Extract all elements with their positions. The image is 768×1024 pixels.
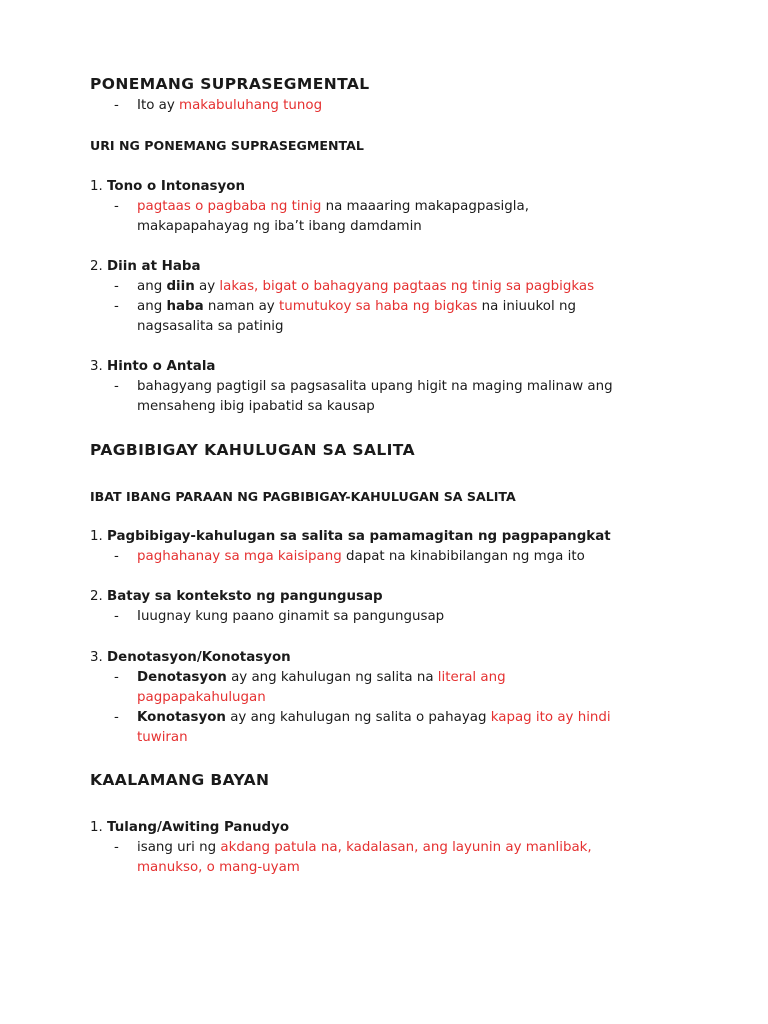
text-span: ay ang kahulugan ng salita o pahayag — [225, 710, 491, 725]
bullet-text-continued: pagpapakahulugan — [137, 690, 266, 705]
bullet-text — [137, 297, 576, 317]
section-heading: PAGBIBIGAY KAHULUGAN SA SALITA — [90, 441, 415, 459]
highlight-span: pagtaas o pagbaba ng tinig — [137, 199, 322, 214]
text-span: isang uri ng — [137, 840, 221, 855]
item-number: 1. — [90, 529, 108, 544]
numbered-item — [90, 177, 245, 197]
bullet-text-continued: nagsasalita sa patinig — [137, 319, 284, 334]
numbered-item — [90, 818, 289, 838]
bullet-dash: - — [114, 549, 119, 564]
subheading: URI NG PONEMANG SUPRASEGMENTAL — [90, 138, 364, 153]
bullet-text-continued: mensaheng ibig ipabatid sa kausap — [137, 399, 375, 414]
item-number: 3. — [90, 650, 108, 665]
bullet-text — [137, 668, 506, 688]
bullet-dash: - — [114, 98, 119, 113]
bullet-dash: - — [114, 670, 119, 685]
bullet-text — [137, 96, 322, 116]
bold-term: diin — [166, 279, 195, 294]
text-span: dapat na kinabibilangan ng mga ito — [341, 549, 585, 564]
bold-term: Denotasyon — [137, 670, 227, 685]
text-span: na maaaring makapagpasigla, — [321, 199, 529, 214]
numbered-item — [90, 357, 215, 377]
text-span: naman ay — [203, 299, 279, 314]
item-title: Pagbibigay-kahulugan sa salita sa pamamagitan ng pagpapangkat — [107, 529, 611, 544]
bold-term: Konotasyon — [137, 710, 226, 725]
numbered-item — [90, 257, 201, 277]
highlight-span: lakas, bigat o bahagyang pagtaas ng tinig sa pagbigkas — [219, 279, 595, 294]
bullet-dash: - — [114, 609, 119, 624]
highlight-span: kapag ito ay hindi — [490, 710, 611, 725]
bullet-dash: - — [114, 199, 119, 214]
text-span: ay ang kahulugan ng salita na — [226, 670, 438, 685]
bullet-text — [137, 197, 529, 217]
bullet-dash: - — [114, 710, 119, 725]
bullet-text — [137, 708, 611, 728]
highlight-span: tumutukoy sa haba ng bigkas — [279, 299, 478, 314]
item-title: Tono o Intonasyon — [107, 179, 245, 194]
bullet-text — [137, 547, 585, 567]
numbered-item — [90, 587, 383, 607]
bullet-text — [137, 838, 592, 858]
bullet-text-continued: tuwiran — [137, 730, 188, 745]
item-title: Hinto o Antala — [107, 359, 216, 374]
item-number: 2. — [90, 589, 108, 604]
bold-term: haba — [166, 299, 204, 314]
bullet-text: bahagyang pagtigil sa pagsasalita upang higit na maging malinaw ang — [137, 379, 613, 394]
section-heading: KAALAMANG BAYAN — [90, 771, 270, 789]
text-span: ang — [137, 279, 167, 294]
item-number: 1. — [90, 179, 108, 194]
highlight-span: akdang patula na, kadalasan, ang layunin ay manlibak, — [220, 840, 592, 855]
highlight-span: makabuluhang tunog — [179, 98, 323, 113]
bullet-text: Iuugnay kung paano ginamit sa pangungusap — [137, 609, 445, 624]
bullet-dash: - — [114, 299, 119, 314]
item-number: 1. — [90, 820, 108, 835]
item-title: Denotasyon/Konotasyon — [107, 650, 291, 665]
bullet-text — [137, 277, 594, 297]
bullet-text-continued: manukso, o mang-uyam — [137, 860, 300, 875]
item-title: Tulang/Awiting Panudyo — [107, 820, 290, 835]
numbered-item — [90, 527, 611, 547]
numbered-item — [90, 648, 291, 668]
item-title: Batay sa konteksto ng pangungusap — [107, 589, 383, 604]
text-span: na iniuukol ng — [477, 299, 576, 314]
highlight-span: literal ang — [437, 670, 506, 685]
highlight-span: paghahanay sa mga kaisipang — [137, 549, 342, 564]
bullet-dash: - — [114, 279, 119, 294]
text-span: Ito ay — [137, 98, 180, 113]
subheading: IBAT IBANG PARAAN NG PAGBIBIGAY-KAHULUGAN SA SALITA — [90, 489, 516, 504]
text-span: ay — [194, 279, 220, 294]
bullet-dash: - — [114, 840, 119, 855]
bullet-dash: - — [114, 379, 119, 394]
item-title: Diin at Haba — [107, 259, 201, 274]
item-number: 2. — [90, 259, 108, 274]
text-span: ang — [137, 299, 167, 314]
bullet-text-continued: makapapahayag ng iba’t ibang damdamin — [137, 219, 422, 234]
item-number: 3. — [90, 359, 108, 374]
section-heading: PONEMANG SUPRASEGMENTAL — [90, 75, 370, 93]
